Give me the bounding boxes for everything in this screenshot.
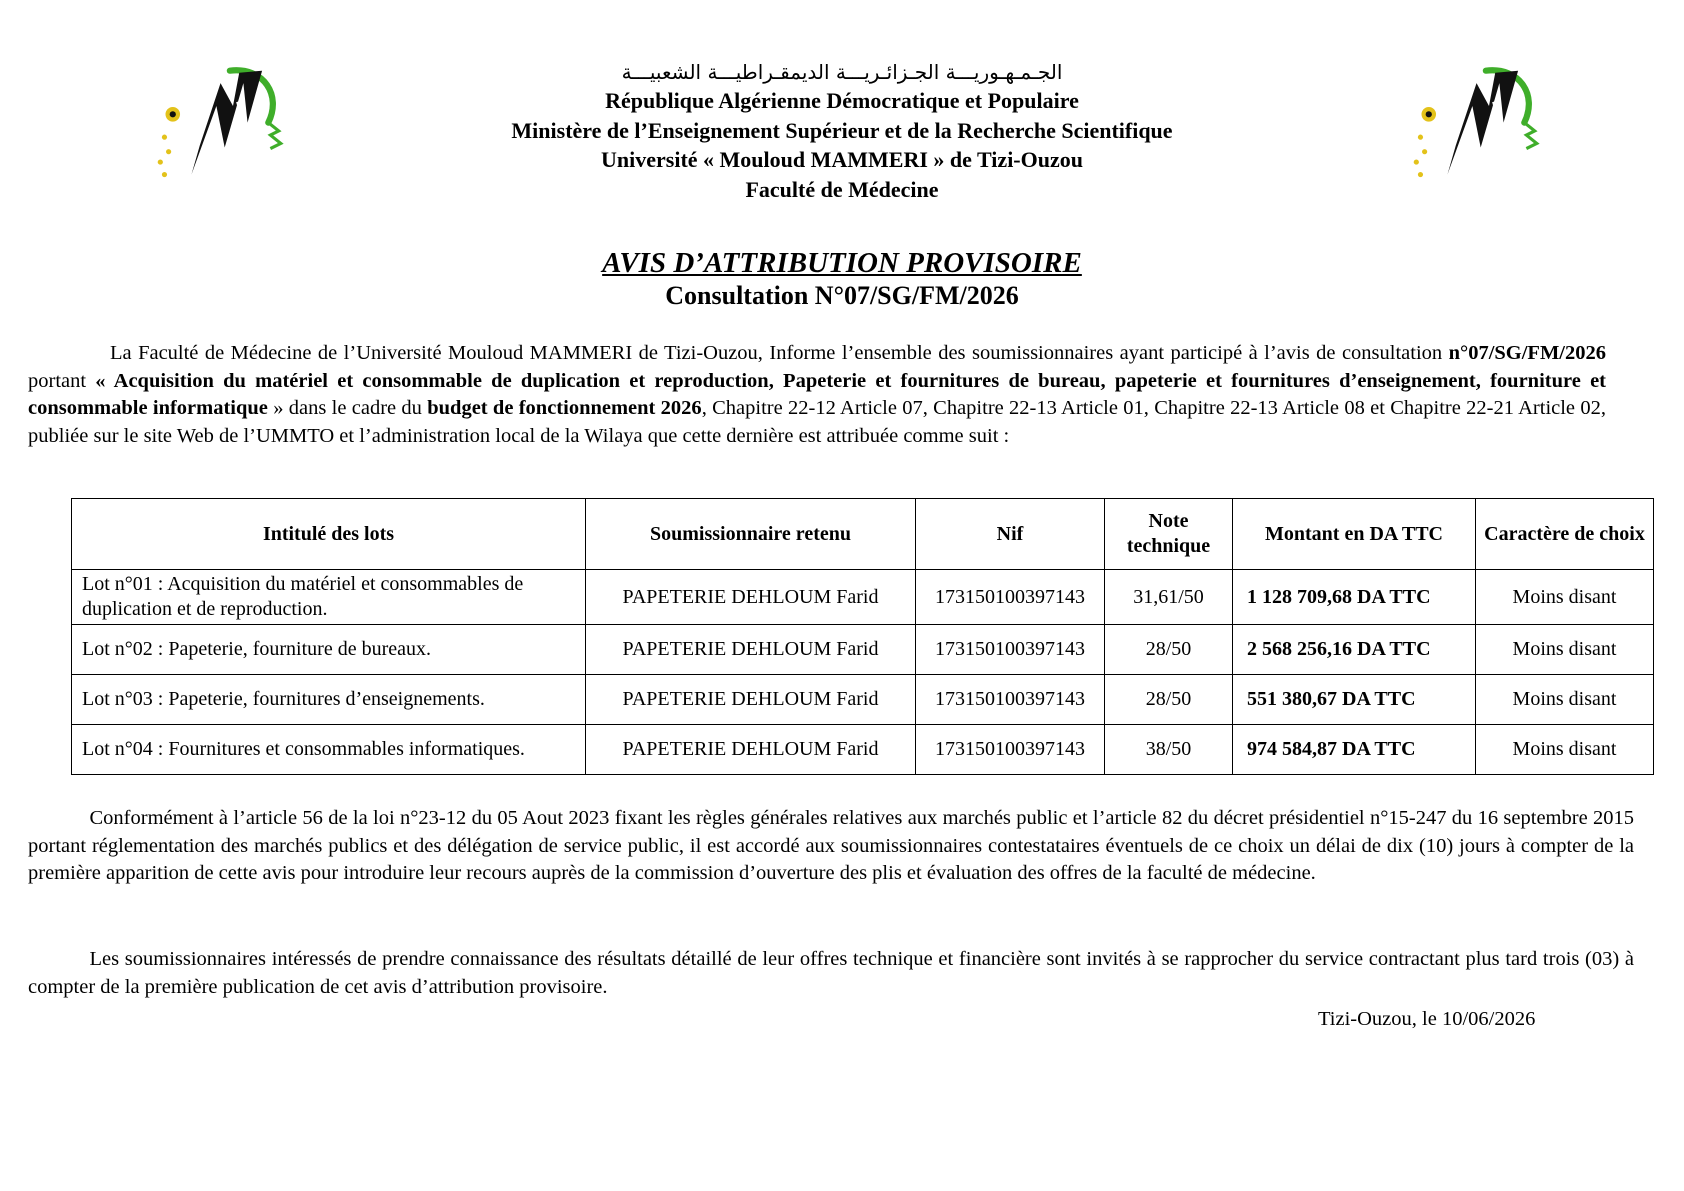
table-row xyxy=(72,675,1654,725)
cell-choice: Moins disant xyxy=(1476,570,1654,625)
table-row xyxy=(72,725,1654,775)
cell-note: 28/50 xyxy=(1105,625,1233,675)
cell-supplier: PAPETERIE DEHLOUM Farid xyxy=(586,625,916,675)
cell-supplier: PAPETERIE DEHLOUM Farid xyxy=(586,675,916,725)
cell-amount: 551 380,67 DA TTC xyxy=(1233,675,1476,725)
document-header xyxy=(0,58,1684,204)
appeal-paragraph xyxy=(28,805,1634,888)
place-date: Tizi-Ouzou, le 10/06/2026 xyxy=(1318,1008,1536,1030)
table-row xyxy=(72,570,1654,625)
cell-amount: 2 568 256,16 DA TTC xyxy=(1233,625,1476,675)
intro-paragraph xyxy=(28,340,1606,450)
cell-choice: Moins disant xyxy=(1476,725,1654,775)
cell-choice: Moins disant xyxy=(1476,675,1654,725)
results-text: Les soumissionnaires intéressés de prendre connaissance des résultats détaillé de leur offres technique et financière sont invités à se rapprocher du service contractant plus tard trois (03) à compter de la première publication de cet avis d’attribution provisoire. xyxy=(28,948,1634,998)
cell-amount: 1 128 709,68 DA TTC xyxy=(1233,570,1476,625)
header-amount: Montant en DA TTC xyxy=(1233,499,1476,570)
cell-supplier: PAPETERIE DEHLOUM Farid xyxy=(586,725,916,775)
header-nif: Nif xyxy=(916,499,1105,570)
intro-text-3: » dans le cadre du xyxy=(267,397,428,420)
cell-note: 38/50 xyxy=(1105,725,1233,775)
intro-text-2: portant xyxy=(28,369,96,392)
header-lot: Intitulé des lots xyxy=(72,499,586,570)
intro-text-1: La Faculté de Médecine de l’Université Mouloud MAMMERI de Tizi-Ouzou, Informe l’ensemble des soumissionnaires ayant participé à l’avis de consultation xyxy=(110,342,1449,364)
intro-bold-object: « Acquisition du matériel et consommable de duplication et reproduction, Papeterie et fournitures de bureau, papeterie et fournitures d’enseignement, fourniture et consommable informatique xyxy=(28,369,1606,420)
lots-table xyxy=(71,498,1654,775)
cell-lot: Lot n°01 : Acquisition du matériel et consommables de duplication et de reproduction. xyxy=(72,570,586,625)
cell-nif: 173150100397143 xyxy=(916,625,1105,675)
intro-indent xyxy=(28,342,110,364)
table-header-row xyxy=(72,499,1654,570)
appeal-text: Conformément à l’article 56 de la loi n°23-12 du 05 Aout 2023 fixant les règles générales relatives aux marchés public et l’article 82 du décret présidentiel n°15-247 du 16 septembre 2015 portant réglementation des marchés publics et des délégation de service public, il est accordé aux soumissionnaires contestataires éventuels de ce choix un délai de dix (10) jours à compter de la première apparition de cette avis pour introduire leur recours auprès de la commission d’ouverture des plis et évaluation des offres de la faculté de médecine. xyxy=(28,807,1634,885)
document-title: AVIS D’ATTRIBUTION PROVISOIRE xyxy=(602,247,1082,279)
cell-lot: Lot n°04 : Fournitures et consommables informatiques. xyxy=(72,725,586,775)
header-choice: Caractère de choix xyxy=(1476,499,1654,570)
results-indent xyxy=(28,948,90,970)
header-republic: République Algérienne Démocratique et Populaire xyxy=(605,88,1079,113)
cell-lot: Lot n°02 : Papeterie, fourniture de bureaux. xyxy=(72,625,586,675)
cell-choice: Moins disant xyxy=(1476,625,1654,675)
title-block xyxy=(0,246,1684,312)
cell-note: 31,61/50 xyxy=(1105,570,1233,625)
intro-text-4: , Chapitre 22-12 Article 07, Chapitre 22-13 Article 01, Chapitre 22-13 Article 08 et Chapitre 22-21 Article 02, publiée sur le site Web de l’UMMTO et l’administration local de la Wilaya que cette dernière est attribuée comme suit : xyxy=(28,397,1606,447)
cell-supplier: PAPETERIE DEHLOUM Farid xyxy=(586,570,916,625)
cell-nif: 173150100397143 xyxy=(916,725,1105,775)
header-faculty: Faculté de Médecine xyxy=(745,176,939,202)
table-row xyxy=(72,625,1654,675)
appeal-indent xyxy=(28,807,90,829)
header-note: Note technique xyxy=(1105,499,1233,570)
header-university: Université « Mouloud MAMMERI » de Tizi-Ouzou xyxy=(601,147,1083,172)
cell-lot: Lot n°03 : Papeterie, fournitures d’enseignements. xyxy=(72,675,586,725)
results-paragraph xyxy=(28,946,1634,1001)
intro-bold-budget: budget de fonctionnement 2026 xyxy=(427,397,702,420)
header-arabic: الجـمـهـوريـــة الجـزائـريـــة الديمقـراطيـــة الشعبيـــة xyxy=(621,60,1063,84)
cell-note: 28/50 xyxy=(1105,675,1233,725)
intro-bold-consultation: n°07/SG/FM/2026 xyxy=(1448,342,1606,364)
document-subtitle: Consultation N°07/SG/FM/2026 xyxy=(665,281,1019,310)
cell-amount: 974 584,87 DA TTC xyxy=(1233,725,1476,775)
header-ministry: Ministère de l’Enseignement Supérieur et de la Recherche Scientifique xyxy=(511,117,1173,143)
cell-nif: 173150100397143 xyxy=(916,675,1105,725)
cell-nif: 173150100397143 xyxy=(916,570,1105,625)
header-supplier: Soumissionnaire retenu xyxy=(586,499,916,570)
